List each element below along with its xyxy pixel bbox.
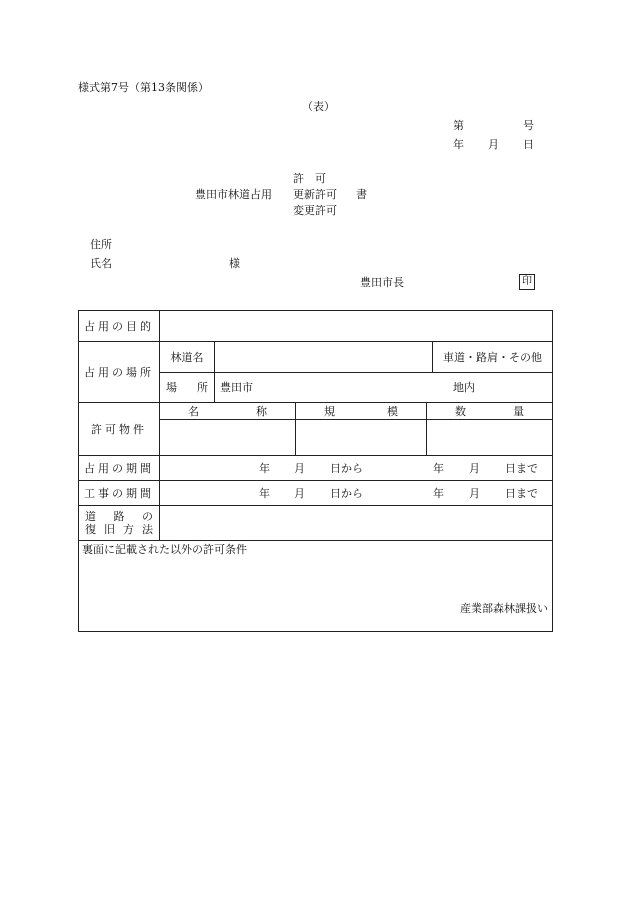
items-header-scale-char-2: 模 bbox=[387, 404, 398, 418]
items-header-name bbox=[160, 403, 296, 420]
occupancy-period-label: 占用の期間 bbox=[79, 456, 160, 481]
construction-from-month: 月 bbox=[294, 486, 305, 500]
restoration-label bbox=[79, 506, 160, 541]
restoration-label-char-2: 路 bbox=[113, 510, 125, 523]
road-name-field[interactable] bbox=[215, 342, 433, 373]
title-prefix: 豊田市林道占用 bbox=[195, 188, 272, 201]
form-number: 様式第7号（第13条関係） bbox=[78, 81, 209, 94]
construction-period-field[interactable] bbox=[160, 481, 553, 506]
side-marker: （表） bbox=[302, 100, 335, 113]
restoration-label-char-3: の bbox=[142, 510, 153, 523]
title-option-change: 変更許可 bbox=[293, 204, 337, 217]
items-header-scale bbox=[296, 403, 427, 420]
location-label bbox=[160, 373, 215, 403]
occupancy-from-day: 日から bbox=[330, 461, 363, 475]
items-header-quantity-char-2: 量 bbox=[513, 404, 525, 418]
items-quantity-field[interactable] bbox=[427, 420, 553, 456]
title-option-permit: 許 可 bbox=[293, 172, 326, 185]
items-header-name-char-1: 名 bbox=[188, 404, 199, 418]
restoration-label-char-1: 道 bbox=[85, 510, 96, 523]
permit-form-table bbox=[78, 310, 553, 632]
items-scale-field[interactable] bbox=[296, 420, 427, 456]
items-header-name-char-2: 称 bbox=[256, 404, 267, 418]
construction-from-day: 日から bbox=[330, 486, 363, 500]
occupancy-from-month: 月 bbox=[294, 461, 305, 475]
location-label-char-2: 所 bbox=[197, 381, 208, 394]
items-name-field[interactable] bbox=[160, 420, 296, 456]
restoration-label-char-4: 復 bbox=[85, 523, 96, 536]
construction-period-label: 工事の期間 bbox=[79, 481, 160, 506]
handler-note: 産業部森林課扱い bbox=[460, 602, 549, 615]
road-name-label: 林道名 bbox=[160, 342, 215, 373]
issuer-name: 豊田市長 bbox=[360, 276, 404, 289]
occupancy-to-day: 日まで bbox=[505, 461, 538, 475]
location-suffix: 地内 bbox=[453, 380, 475, 394]
title-option-renewal: 更新許可 bbox=[293, 188, 337, 201]
date-year: 年 bbox=[453, 138, 464, 151]
number-prefix: 第 bbox=[453, 119, 464, 132]
date-month: 月 bbox=[488, 138, 499, 151]
location-city: 豊田市 bbox=[220, 380, 253, 394]
items-label: 許可物件 bbox=[79, 403, 160, 456]
honorific: 様 bbox=[229, 257, 240, 270]
number-suffix: 号 bbox=[523, 119, 534, 132]
purpose-label: 占用の目的 bbox=[79, 311, 160, 342]
construction-to-month: 月 bbox=[469, 486, 480, 500]
seal-box: 印 bbox=[519, 274, 535, 290]
construction-to-year: 年 bbox=[433, 486, 444, 500]
restoration-label-char-6: 方 bbox=[123, 523, 134, 536]
items-header-scale-char-1: 規 bbox=[324, 404, 335, 418]
location-field[interactable] bbox=[215, 373, 553, 403]
date-day: 日 bbox=[523, 138, 534, 151]
title-suffix: 書 bbox=[356, 188, 367, 201]
place-label: 占用の場所 bbox=[79, 342, 160, 403]
address-label: 住所 bbox=[90, 238, 112, 251]
purpose-field[interactable] bbox=[160, 311, 553, 342]
occupancy-to-year: 年 bbox=[433, 461, 444, 475]
conditions-label: 裏面に記載された以外の許可条件 bbox=[82, 543, 247, 556]
occupancy-period-field[interactable] bbox=[160, 456, 553, 481]
location-label-char-1: 場 bbox=[166, 381, 177, 394]
restoration-label-char-5: 旧 bbox=[104, 523, 115, 536]
name-label: 氏名 bbox=[90, 257, 112, 270]
road-part-options: 車道・路肩・その他 bbox=[433, 342, 553, 373]
restoration-field[interactable] bbox=[160, 506, 553, 541]
restoration-label-char-7: 法 bbox=[142, 523, 153, 536]
occupancy-from-year: 年 bbox=[259, 461, 270, 475]
occupancy-to-month: 月 bbox=[469, 461, 480, 475]
construction-to-day: 日まで bbox=[505, 486, 538, 500]
items-header-quantity bbox=[427, 403, 553, 420]
items-header-quantity-char-1: 数 bbox=[455, 404, 466, 418]
construction-from-year: 年 bbox=[259, 486, 270, 500]
conditions-cell[interactable] bbox=[79, 541, 553, 632]
